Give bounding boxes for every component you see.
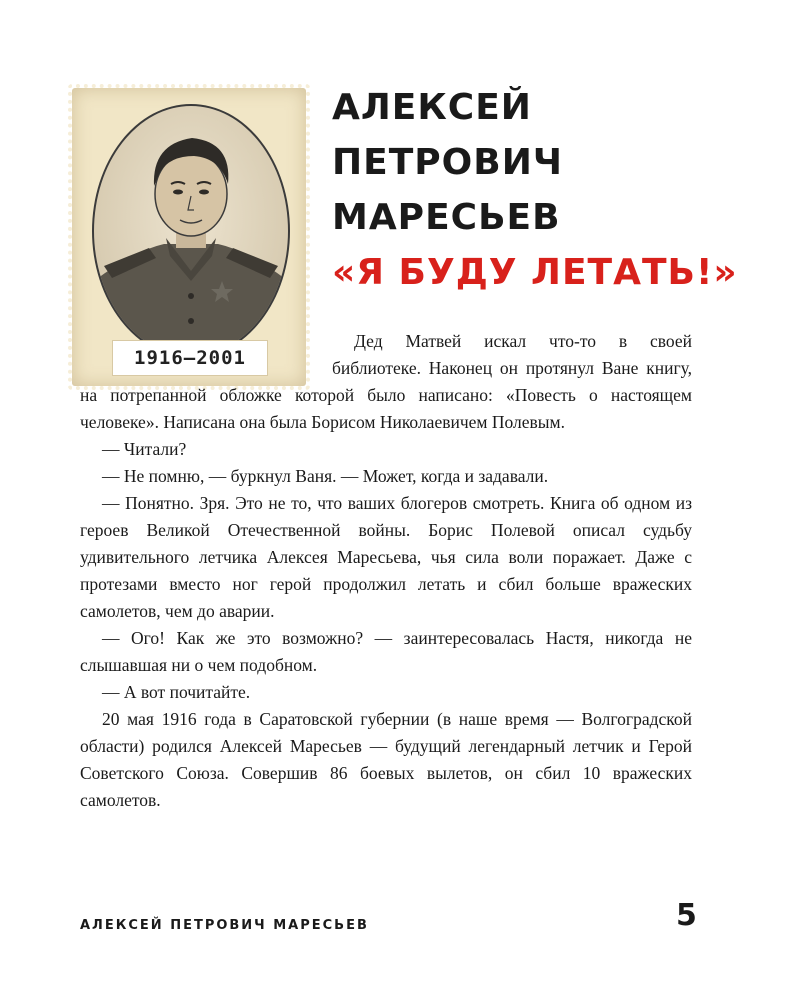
title-line-2: ПЕТРОВИЧ bbox=[332, 142, 563, 183]
portrait-text-wrap-spacer bbox=[80, 328, 332, 382]
paragraph-2: — Читали? bbox=[102, 439, 187, 459]
chapter-subtitle: «Я БУДУ ЛЕТАТЬ!» bbox=[332, 252, 738, 293]
paragraph-6: — А вот почитайте. bbox=[102, 682, 251, 702]
paragraph-5: — Ого! Как же это возможно? — заинтересовалась Настя, никогда не слышавшая ни о чем подобном. bbox=[80, 628, 692, 675]
running-footer-title: АЛЕКСЕЙ ПЕТРОВИЧ МАРЕСЬЕВ bbox=[80, 918, 369, 933]
title-line-3: МАРЕСЬЕВ bbox=[332, 197, 561, 238]
paragraph-4: — Понятно. Зря. Это не то, что ваших блогеров смотреть. Книга об одном из героев Великой Отечественной войны. Борис Полевой описал судьбу удивительного летчика Алексея Маресьева, чья сила воли поражает. Даже с протезами вместо ног герой продолжил летать и сбил больше вражеских самолетов, чем до аварии. bbox=[80, 493, 692, 621]
page-number: 5 bbox=[676, 898, 697, 933]
portrait-sketch-icon bbox=[94, 106, 288, 356]
body-text bbox=[80, 328, 692, 814]
paragraph-7: 20 мая 1916 года в Саратовской губернии (в наше время — Волгоградской области) родился Алексей Маресьев — будущий легендарный летчик и Герой Советского Союза. Совершив 86 боевых вылетов, он сбил 10 вражеских самолетов. bbox=[80, 709, 692, 810]
chapter-title bbox=[332, 80, 772, 300]
title-line-1: АЛЕКСЕЙ bbox=[332, 87, 532, 128]
portrait-image bbox=[92, 104, 290, 358]
paragraph-3: — Не помню, — буркнул Ваня. — Может, когда и задавали. bbox=[102, 466, 549, 486]
paragraph-1: Дед Матвей искал что-то в своей библиотеке. Наконец он протянул Ване книгу, на потрепанной обложке которой было написано: «Повесть о настоящем человеке». Написана она была Борисом Николаевичем Полевым. bbox=[80, 331, 692, 432]
portrait-years-label: 1916–2001 bbox=[112, 340, 268, 376]
